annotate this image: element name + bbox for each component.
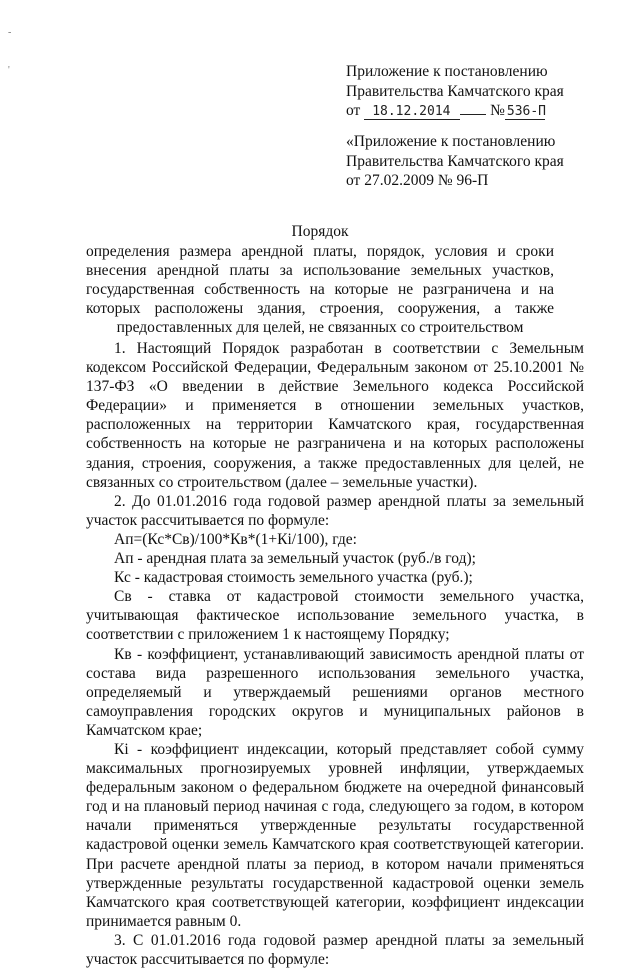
title-word: Порядок bbox=[291, 223, 349, 240]
header-date-line bbox=[346, 101, 606, 121]
paragraph: Кв - коэффициент, устанавливающий зависимость арендной платы от состава вида разрешенного использования земельного участка, определяемый и утверждаемый решениями органов местного самоуправления городских округов и муниципальных районов в Камчатском крае; bbox=[86, 645, 584, 739]
previous-decree-header bbox=[346, 132, 606, 191]
margin-mark: ' bbox=[8, 65, 10, 76]
paragraph: Св - ставка от кадастровой стоимости земельного участка, учитывающая фактическое использование земельного участка, в соответствии с приложением 1 к настоящему Порядку; bbox=[86, 588, 584, 644]
from-label: от bbox=[346, 102, 361, 119]
handwritten-number: 536-П bbox=[506, 104, 547, 119]
margin-mark: - bbox=[8, 27, 12, 38]
paragraph: 3. С 01.01.2016 года годовой размер арендной платы за земельный участок рассчитывается по формуле: bbox=[86, 931, 584, 968]
title-text: определения размера арендной платы, порядок, условия и сроки внесения арендной платы за использование земельных участков, государственная собственность на которые не разграничена и на которых расположены здания, строения, сооружения, а также предоставленных для целей, не связанных со строительством bbox=[86, 243, 554, 336]
header-line: Правительства Камчатского края bbox=[346, 152, 564, 170]
document-title bbox=[86, 222, 554, 337]
paragraph: Кi - коэффициент индексации, который представляет собой сумму максимальных прогнозируемых уровней инфляции, утверждаемых федеральным законом о федеральном бюджете на очередной финансовый год и на плановый период начиная с года, следующего за годом, в котором начали применяться утвержденные результаты государственной кадастровой оценки земель Камчатского края соответствующей категории. При расчете арендной платы за период, в котором начали применяться утвержденные результаты государственной кадастровой оценки земель Камчатского края соответствующей категории, коэффициент индексации принимается равным 0. bbox=[86, 740, 584, 930]
formula: Ап=(Кс*Св)/100*Кв*(1+Кi/100), где: bbox=[114, 530, 357, 548]
paragraph: Кс - кадастровая стоимость земельного участка (руб.); bbox=[114, 569, 473, 587]
paragraph: Ап - арендная плата за земельный участок (руб./в год); bbox=[114, 550, 476, 568]
paragraph: 2. До 01.01.2016 года годовой размер арендной платы за земельный участок рассчитывается по формуле: bbox=[86, 492, 584, 529]
handwritten-date: 18.12.2014 bbox=[364, 105, 460, 120]
header-line: Правительства Камчатского края bbox=[346, 82, 564, 100]
header-line: Приложение к постановлению bbox=[346, 63, 548, 80]
document-body bbox=[86, 339, 584, 969]
approval-header bbox=[346, 62, 606, 121]
header-line: от 27.02.2009 № 96-П bbox=[346, 172, 489, 189]
date-underline bbox=[460, 114, 486, 115]
header-line: «Приложение к постановлению bbox=[346, 133, 556, 150]
number-label: № bbox=[490, 102, 505, 119]
paragraph: 1. Настоящий Порядок разработан в соответствии с Земельным кодексом Российской Федерации, Федеральным законом от 25.10.2001 № 137-ФЗ «О введении в действие Земельного кодекса Российской Федерации» и применяется в отношении земельных участков, расположенных на территории Камчатского края, государственная собственность на которые не разграничена и на которых расположены здания, строения, сооружения, а также предоставленных для целей, не связанных со строительством (далее – земельные участки). bbox=[86, 340, 584, 491]
